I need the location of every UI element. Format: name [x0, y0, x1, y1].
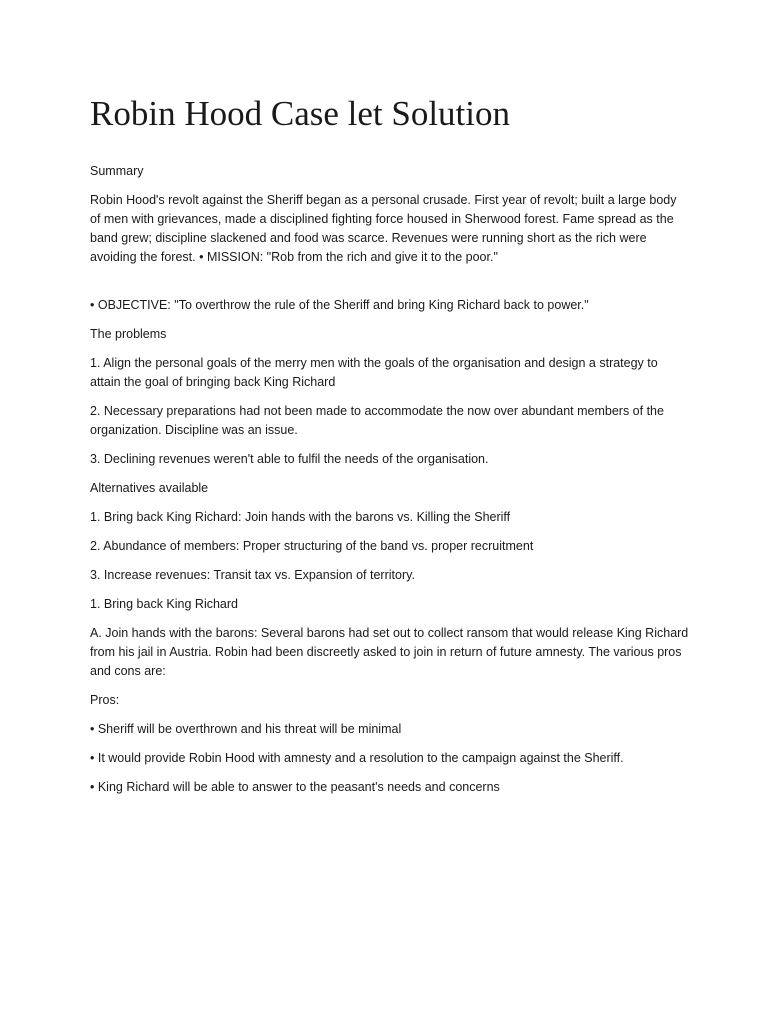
summary-paragraph: Robin Hood's revolt against the Sheriff began as a personal crusade. First year of revolt; built a large body of men with grievances, made a disciplined fighting force housed in Sherwood forest. Fame spread as the band grew; discipline slackened and food was scarce. Revenues were running short as the rich were avoiding the forest. • MISSION: "Rob from the rich and give it to the poor." — [90, 193, 677, 264]
problem-item-3: 3. Declining revenues weren't able to fulfil the needs of the organisation. — [90, 452, 489, 466]
pros-item-1: • Sheriff will be overthrown and his threat will be minimal — [90, 722, 402, 736]
problem-item-1: 1. Align the personal goals of the merry men with the goals of the organisation and design a strategy to attain the goal of bringing back King Richard — [90, 356, 658, 389]
document-body — [90, 162, 690, 807]
alternative-item-3: 3. Increase revenues: Transit tax vs. Expansion of territory. — [90, 568, 415, 582]
alternatives-heading: Alternatives available — [90, 481, 209, 495]
section-heading: 1. Bring back King Richard — [90, 597, 238, 611]
section-a-paragraph: A. Join hands with the barons: Several barons had set out to collect ransom that would release King Richard from his jail in Austria. Robin had been discreetly asked to join in return of future amnesty. The various pros and cons are: — [90, 626, 689, 678]
pros-heading: Pros: — [90, 693, 120, 707]
problems-heading: The problems — [90, 327, 167, 341]
pros-item-3: • King Richard will be able to answer to the peasant's needs and concerns — [90, 780, 500, 794]
summary-heading: Summary — [90, 164, 144, 178]
alternative-item-2: 2. Abundance of members: Proper structuring of the band vs. proper recruitment — [90, 539, 534, 553]
problem-item-2: 2. Necessary preparations had not been made to accommodate the now over abundant members of the organization. Discipline was an issue. — [90, 404, 664, 437]
pros-item-2: • It would provide Robin Hood with amnesty and a resolution to the campaign against the Sheriff. — [90, 751, 624, 765]
alternative-item-1: 1. Bring back King Richard: Join hands with the barons vs. Killing the Sheriff — [90, 510, 511, 524]
document-title: Robin Hood Case let Solution — [90, 94, 510, 133]
objective-paragraph: • OBJECTIVE: "To overthrow the rule of the Sheriff and bring King Richard back to power." — [90, 298, 589, 312]
